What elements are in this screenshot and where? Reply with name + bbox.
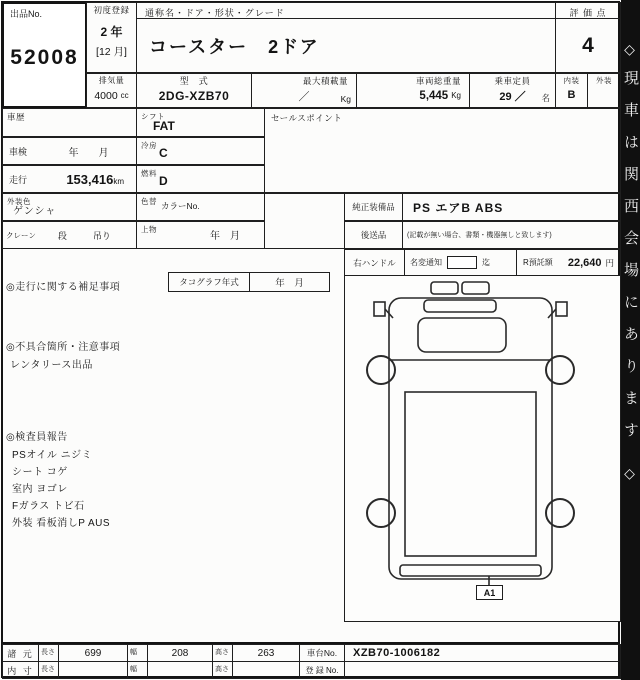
interior-value: B [567,89,576,102]
mileage-value: 153,416 [66,171,114,187]
steering-row [344,249,621,276]
capacity-unit: 名 [541,93,550,103]
name-change-label: 名変通知 [410,258,442,267]
sales-point-box [264,108,621,193]
length-value: 699 [58,644,128,662]
displacement-value: 4000 [94,89,118,102]
vehicle-name-header: 通称名・ドア・形状・グレード [136,2,556,19]
max-load-label: 最大積載量 [302,76,348,86]
ac-value: C [159,146,168,160]
chassis-no-label: 車台No. [299,644,345,662]
bus-body-outline [389,298,552,579]
fuel-cell [136,165,265,193]
roof-outline [405,392,536,556]
history-cell [2,108,137,137]
interior-grade-cell [555,73,588,108]
displacement-cell [86,73,137,108]
inner-height-label: 高さ [212,661,233,679]
crane-tsuri-label: 吊り [92,230,111,241]
tachograph-value: 年 月 [249,272,330,292]
later-items-row [344,221,621,249]
specs-row-label: 諸 元 [2,644,39,662]
fuel-value: D [159,174,168,188]
model-value: 2DG-XZB70 [158,89,230,104]
bus-top-view-diagram [345,276,620,619]
fuel-label: 燃料 [141,169,157,178]
model-label: 型 式 [179,76,209,86]
tachograph-label: タコグラフ年式 [168,272,250,292]
mileage-unit: km [113,176,124,186]
front-vent-right [462,282,489,294]
sales-point-extension [264,193,345,249]
defect-item: レンタリース出品 [10,360,93,371]
deposit-value: 22,640 [567,256,602,269]
name-change-cell [405,250,517,275]
registration-no-value [344,661,621,679]
shift-label: シフト [141,112,165,121]
venue-banner [621,0,640,680]
defects-title: ◎不具合箇所・注意事項 [6,342,121,353]
color-change-label: 色替 [141,197,157,206]
width-value: 208 [147,644,213,662]
name-change-suffix: 迄 [482,258,490,267]
diagram-grade-badge: A1 [476,585,503,600]
mileage-note-title: ◎走行に関する補足事項 [6,282,121,293]
gvw-unit: Kg [451,91,461,101]
body-top-cell [136,221,265,249]
front-vent-left [431,282,458,294]
body-top-label: 上物 [141,225,157,234]
first-reg-year: 2 年 [100,24,123,39]
crane-cell [2,221,137,249]
exterior-grade-cell [587,73,621,108]
inspector-item: 外装 看板消しP AUS [12,518,111,529]
crane-dan-label: 段 [57,230,67,241]
wheel-rear-left [367,499,395,527]
equipment-value: PS エアB ABS [413,200,504,215]
height-label: 高さ [212,644,233,662]
wheel-front-left [367,356,395,384]
color-change-cell [136,193,265,221]
crane-label: クレーン [6,230,36,240]
inner-length-label: 長さ [38,661,59,679]
capacity-value: 29 ／ [499,90,526,103]
equipment-label: 純正装備品 [345,194,403,220]
wheel-front-right [546,356,574,384]
score-label: 評 価 点 [555,2,621,19]
color-change-value: カラーNo. [161,201,200,211]
gvw-cell [356,73,470,108]
vehicle-diagram-box [344,275,621,622]
capacity-label: 乗車定員 [494,76,531,86]
rear-bumper [400,565,541,576]
body-color-value: ゲンシャ [13,206,57,217]
name-change-date-box [447,256,477,269]
inner-width-label: 幅 [127,661,148,679]
inspection-cell [2,137,137,165]
mirror-right [556,302,567,316]
displacement-unit: cc [120,91,129,100]
registration-no-label: 登 録 No. [299,661,345,679]
wheel-rear-right [546,499,574,527]
later-items-label: 後送品 [345,222,403,248]
gvw-value: 5,445 [419,89,449,102]
body-color-label: 外装色 [7,197,31,206]
history-label: 車歴 [7,112,26,122]
height-value: 263 [232,644,300,662]
steering-value: 右ハンドル [345,250,405,275]
mileage-cell [2,165,137,193]
auction-no-label: 出品No. [10,9,43,19]
inner-width-value [147,661,213,679]
body-top-value: 年 月 [210,231,240,242]
later-items-note: (記載が無い場合、書類・機器無しと致します) [407,232,552,239]
max-load-unit: Kg [340,94,351,104]
body-color-cell [2,193,137,221]
max-load-cell [251,73,357,108]
inspection-label: 車検 [9,146,28,157]
first-reg-month: [12 月] [96,45,127,58]
deposit-unit: 円 [605,257,614,268]
equipment-row [344,193,621,221]
inspector-item: シート コゲ [12,467,68,478]
inspector-item: PSオイル ニジミ [12,450,93,461]
diamond-icon: ◇ [622,466,639,482]
shift-value: FAT [153,119,175,133]
chassis-no-value: XZB70-1006182 [344,644,621,662]
deposit-cell [517,257,620,269]
inner-length-value [58,661,128,679]
windshield [418,318,506,352]
inspection-value: 年 月 [68,147,109,159]
venue-banner-text: 現車は関西会場にあります [622,70,639,454]
ac-label: 冷房 [141,141,157,150]
length-label: 長さ [38,644,59,662]
gvw-label: 車両総重量 [415,76,461,86]
sales-point-label: セールスポイント [271,113,343,123]
displacement-label: 排気量 [98,76,125,85]
exterior-value [588,85,620,107]
capacity-cell [469,73,556,108]
exterior-label: 外装 [596,76,612,85]
ac-cell [136,137,265,165]
score-value: 4 [555,18,621,73]
first-reg-label: 初度登録 [93,5,130,15]
inspector-item: 室内 ヨゴレ [12,484,68,495]
interior-label: 内装 [563,76,580,85]
inner-height-value [232,661,300,679]
mileage-label: 走行 [9,174,28,185]
max-load-value: ／ [298,90,310,103]
shift-cell [136,108,265,137]
model-cell [136,73,252,108]
mirror-left [374,302,385,316]
inner-dims-row-label: 内 寸 [2,661,39,679]
auction-no-box [2,2,87,108]
auction-no-value: 52008 [10,46,79,69]
width-label: 幅 [127,644,148,662]
diamond-icon: ◇ [622,42,639,58]
inspector-title: ◎検査員報告 [6,432,68,443]
front-panel [424,300,496,312]
vehicle-name: コースター 2ドア [136,18,556,73]
first-registration-cell [86,2,137,73]
deposit-label: R預託額 [523,258,553,267]
inspector-item: Fガラス トビ石 [12,501,85,512]
